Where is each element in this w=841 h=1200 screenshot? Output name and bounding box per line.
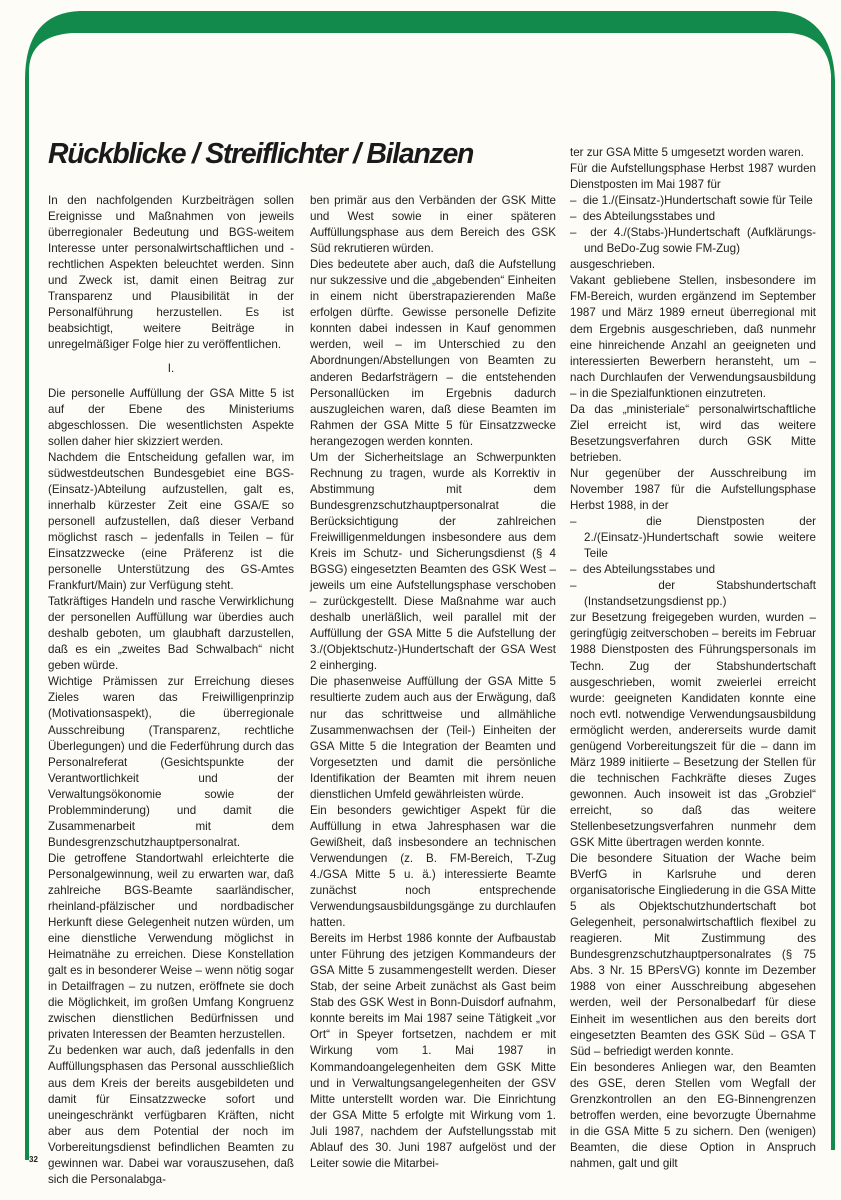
paragraph: ter zur GSA Mitte 5 umgesetzt worden waren.: [570, 146, 804, 159]
list-item: – der 4./(Stabs-)Hundertschaft (Aufklärungs- und BeDo-Zug sowie FM-Zug): [570, 225, 816, 257]
paragraph: Zu bedenken war auch, daß jedenfalls in den Auffüllungsphasen das Personal ausschließlich aus dem Kreis der bereits ausgebildeten und damit für Einsatzzwecke sofort und uneingeschränkt verfügbaren Kräften, nicht aber aus dem Potential der noch im Vorbereitungsdienst befindlichen Beamten zu gewinnen war. Dabei war vorauszusehen, daß sich die Personalabga-: [48, 1044, 294, 1186]
section-heading: I.: [167, 362, 175, 376]
text-column-1: [48, 193, 294, 1188]
paragraph: Wichtige Prämissen zur Erreichung dieses Zieles waren das Freiwilligenprinzip (Motivationsaspekt), die überregionale Ausschreibung (Transparenz, rechtliche Überlegungen) und die Federführung durch das Personalreferat (Gesichtspunkte der Verantwortlichkeit und der Verwaltungsökonomie sowie der Problemminderung) und damit die Zusammenarbeit mit dem Bundesgrenzschutzhauptpersonalrat.: [48, 675, 294, 849]
paragraph: Tatkräftiges Handeln und rasche Verwirklichung der personellen Auffüllung war überdies auch deshalb geboten, um glaubhaft darzustellen, daß es ein „zweites Bad Schwalbach“ nicht geben würde.: [48, 595, 294, 673]
paragraph: Die phasenweise Auffüllung der GSA Mitte 5 resultierte zudem auch aus der Erwägung, daß nur das schrittweise und allmähliche Zusammenwachsen der (Teil-) Einheiten der GSA Mitte 5 die Integration der Beamten und Vorgesetzten und damit die persönliche Identifikation der Beamten mit ihrem neuen dienstlichen Umfeld gewährleisten würde.: [310, 675, 556, 801]
intro-paragraph: In den nachfolgenden Kurzbeiträgen sollen Ereignisse und Maßnahmen von jeweils überregionaler Bedeutung und BGS-weitem Interesse unter personalwirtschaftlichen und -rechtlichen Aspekten beleuchtet werden. Sinn und Zweck ist, damit einen Beitrag zur Transparenz und Plausibilität in der Personalführung herzustellen. Es ist beabsichtigt, weitere Beiträge in unregelmäßiger Folge hier zu veröffentlichen.: [48, 194, 294, 352]
paragraph: Vakant gebliebene Stellen, insbesondere im FM-Bereich, wurden ergänzend im September 1987 und März 1989 erneut überregional mit dem Ergebnis ausgeschrieben, daß nunmehr eine hinreichende Anzahl an geeigneten und interessierten Bewerbern heransteht, um – nach Durchlaufen der Verwendungsausbildung – in die Spezialfunktionen einzutreten.: [570, 274, 816, 400]
paragraph: Die getroffene Standortwahl erleichterte die Personalgewinnung, weil zu erwarten war, daß zahlreiche BGS-Beamte saarländischer, rheinland-pfälzischer und nordbadischer Herkunft diese Gelegenheit nutzen würden, um eine dienstliche Verwendung möglichst in Heimatnähe zu erreichen. Diese Konstellation galt es in besonderer Weise – wenn nötig sogar in Detailfragen – zu nutzen, eröffnete sie doch die Möglichkeit, im großen Umfang Kongruenz zwischen dienstlichen Bedürfnissen und privaten Interessen der Beamten herzustellen.: [48, 851, 294, 1042]
text-column-2: [310, 193, 556, 1172]
paragraph: Für die Aufstellungsphase Herbst 1987 wurden Dienstposten im Mai 1987 für: [570, 162, 816, 192]
list-item: – die Dienstposten der 2./(Einsatz-)Hundertschaft sowie weitere Teile: [570, 514, 816, 562]
paragraph: Nachdem die Entscheidung gefallen war, im südwestdeutschen Bundesgebiet eine BGS-(Einsatz-)Abteilung aufzustellen, galt es, innerhalb kürzester Zeit eine GSA/E so personell aufzustellen, daß dieser Verband möglichst rasch – jedenfalls in Teilen – für Einsatzzwecke (eine Präferenz ist die personelle Unterstützung des GS-Amtes Frankfurt/Main) zur Verfügung steht.: [48, 450, 294, 593]
dash-list: [570, 514, 816, 610]
paragraph: Die besondere Situation der Wache beim BVerfG in Karlsruhe und deren organisatorische Eingliederung in die GSA Mitte 5 als Objektschutzhundertschaft bot Gelegenheit, personalwirtschaftlich flexibel zu reagieren. Mit Zustimmung des Bundesgrenzschutzhauptpersonalrates (§ 75 Abs. 3 Nr. 15 BPersVG) konnte im Dezember 1988 von einer Ausschreibung abgesehen werden, weil der Personalbedarf für diese Einheit im wesentlichen aus den bereits dort eingesetzten Beamten des GSK Süd – GSA T Süd – befriedigt werden konnte.: [570, 852, 816, 1058]
paragraph: ausgeschrieben.: [570, 258, 656, 272]
paragraph: Ein besonderes Anliegen war, den Beamten des GSE, deren Stellen vom Wegfall der Grenzkontrollen an den EG-Binnengrenzen betroffen werden, eine bevorzugte Übernahme in die GSA Mitte 5 zu sichern. Den (wenigen) Beamten, die diese Option in Anspruch nahmen, galt und gilt: [570, 1060, 816, 1170]
paragraph: Die personelle Auffüllung der GSA Mitte 5 ist auf der Ebene des Ministeriums abgeschlossen. Die wesentlichsten Aspekte sollen daher hier skizziert werden.: [48, 386, 294, 448]
list-item: – der Stabshundertschaft (Instandsetzungsdienst pp.): [570, 578, 816, 610]
paragraph: Da das „ministeriale“ personalwirtschaftliche Ziel erreicht ist, wird das weitere Besetzungsverfahren durch GSK Mitte betrieben.: [570, 402, 816, 464]
page-title: Rückblicke / Streiflichter / Bilanzen: [48, 138, 474, 170]
paragraph: Ein besonders gewichtiger Aspekt für die Auffüllung in etwa Jahresphasen war die Gewißheit, daß insbesondere an technischen Verwendungen (z. B. FM-Bereich, T-Zug 4./GSA Mitte 5 u. ä.) interessierte Beamte zunächst noch entsprechende Verwendungsausbildungsgänge zu durchlaufen hatten.: [310, 803, 556, 930]
paragraph: ben primär aus den Verbänden der GSK Mitte und West sowie in einer späteren Auffüllungsphase aus dem Bereich des GSK Süd rekrutieren würden.: [310, 194, 556, 256]
dash-list: [570, 193, 816, 257]
paragraph: zur Besetzung freigegeben wurden, wurden – geringfügig zeitverschoben – bereits im Februar 1988 Dienstposten des Führungspersonals im Techn. Zug der Stabshundertschaft ausgeschrieben, womit zweierlei erreicht wurde: geeigneten Kandidaten konnte eine noch evtl. notwendige Verwendungsausbildung ermöglicht werden, andererseits wurde damit genügend Vorbereitungszeit für die – dann im März 1989 initiierte – Besetzung der Stellen für die technischen Fachkräfte dieses Zuges gewonnen. Auch insoweit ist das „Grobziel“ erreicht, so daß das weitere Stellenbesetzungsverfahren nunmehr dem GSK Mitte übertragen werden konnte.: [570, 611, 816, 850]
text-column-3: [570, 145, 816, 1172]
page-number: 32: [29, 1155, 38, 1164]
paragraph: Nur gegenüber der Ausschreibung im November 1987 für die Aufstellungsphase Herbst 1988, in der: [570, 466, 816, 513]
paragraph: Dies bedeutete aber auch, daß die Aufstellung nur sukzessive und die „abgebenden“ Einheiten in einem nicht überstrapazierenden Maße erfolgen dürfte. Gewisse personelle Defizite konnten dabei indessen in Kauf genommen werden, weil – im Unterschied zu den Abordnungen/Abstellungen von Beamten zu anderen Bedarfsträgern – die entstehenden Personallücken im Ergebnis dadurch auszugleichen waren, daß diese Beamten im Rahmen der GSA Mitte 5 für Einsatzzwecke herangezogen werden konnten.: [310, 258, 556, 448]
paragraph: Um der Sicherheitslage an Schwerpunkten Rechnung zu tragen, wurde als Korrektiv in Abstimmung mit dem Bundesgrenzschutzhauptpersonalrat die Berücksichtigung der zahlreichen Freiwilligenmeldungen insbesondere aus dem Kreis im Schutz- und Sicherungsdienst (§ 4 BGSG) eingesetzten Beamten des GSK West – jeweils um eine Aufstellungsphase verschoben – zurückgestellt. Diese Maßnahme war auch deshalb unerläßlich, weil parallel mit der Auffüllung der GSA Mitte 5 die Aufstellung der 3./(Objektschutz-)Hundertschaft der GSA West 2 einherging.: [310, 450, 556, 673]
list-item: – die 1./(Einsatz-)Hundertschaft sowie für Teile: [570, 193, 816, 209]
list-item: – des Abteilungsstabes und: [570, 209, 816, 225]
list-item: – des Abteilungsstabes und: [570, 562, 816, 578]
paragraph: Bereits im Herbst 1986 konnte der Aufbaustab unter Führung des jetzigen Kommandeurs der GSA Mitte 5 zusammengestellt werden. Dieser Stab, der seine Arbeit zunächst als Gast beim Stab des GSK West in Bonn-Duisdorf aufnahm, konnte bereits im Mai 1987 seine Tätigkeit „vor Ort“ in Speyer fortsetzen, nachdem er mit Wirkung vom 1. Mai 1987 in Kommandoangelegenheiten dem GSK Mitte und in Verwaltungsangelegenheiten der GSV Mitte unterstellt worden war. Die Einrichtung der GSA Mitte 5 erfolgte mit Wirkung vom 1. Juli 1987, nachdem der Aufstellungsstab mit Ablauf des 30. Juni 1987 aufgelöst und der Leiter sowie die Mitarbei-: [310, 932, 556, 1170]
